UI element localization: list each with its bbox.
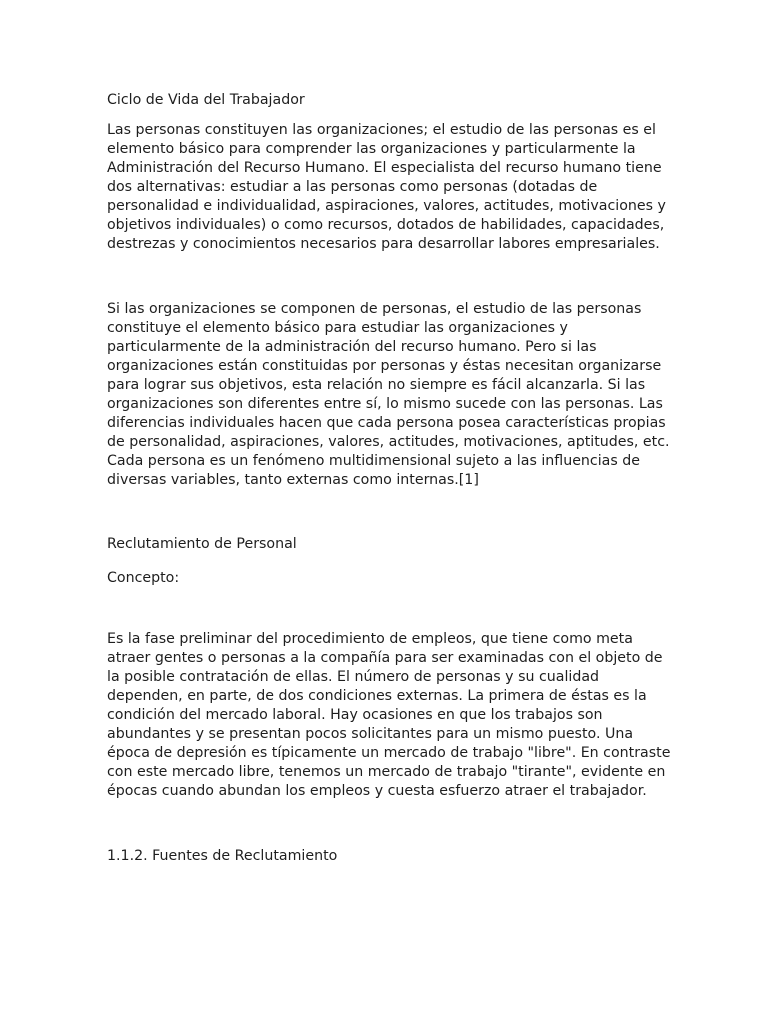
paragraph-line: particularmente de la administración del recurso humano. Pero si las xyxy=(107,339,597,355)
paragraph-line: Es la fase preliminar del procedimiento de empleos, que tiene como meta xyxy=(107,631,633,647)
document-title: Ciclo de Vida del Trabajador xyxy=(107,92,305,108)
paragraph-line: destrezas y conocimientos necesarios para desarrollar labores empresariales. xyxy=(107,236,660,252)
paragraph-line: con este mercado libre, tenemos un mercado de trabajo "tirante", evidente en xyxy=(107,764,666,780)
paragraph-life-cycle xyxy=(107,121,666,254)
paragraph-concept xyxy=(107,630,670,801)
paragraph-line: época de depresión es típicamente un mercado de trabajo "libre". En contraste xyxy=(107,745,671,761)
paragraph-line: objetivos individuales) o como recursos, dotados de habilidades, capacidades, xyxy=(107,217,665,233)
paragraph-line: diferencias individuales hacen que cada persona posea características propias xyxy=(107,415,666,431)
heading-sources: 1.1.2. Fuentes de Reclutamiento xyxy=(107,848,338,864)
paragraph-line: Si las organizaciones se componen de personas, el estudio de las personas xyxy=(107,301,642,317)
paragraph-line: abundantes y se presentan pocos solicitantes para un mismo puesto. Una xyxy=(107,726,634,742)
paragraph-line: organizaciones están constituidas por personas y éstas necesitan organizarse xyxy=(107,358,662,374)
paragraph-line: épocas cuando abundan los empleos y cuesta esfuerzo atraer el trabajador. xyxy=(107,783,647,799)
paragraph-line: personalidad e individualidad, aspiraciones, valores, actitudes, motivaciones y xyxy=(107,198,666,214)
paragraph-line: diversas variables, tanto externas como internas.[1] xyxy=(107,472,479,488)
paragraph-line: de personalidad, aspiraciones, valores, actitudes, motivaciones, aptitudes, etc. xyxy=(107,434,670,450)
paragraph-line: Cada persona es un fenómeno multidimensional sujeto a las influencias de xyxy=(107,453,640,469)
paragraph-organizations xyxy=(107,300,670,490)
paragraph-line: constituye el elemento básico para estudiar las organizaciones y xyxy=(107,320,568,336)
paragraph-line: la posible contratación de ellas. El número de personas y su cualidad xyxy=(107,669,600,685)
paragraph-line: elemento básico para comprender las organizaciones y particularmente la xyxy=(107,141,636,157)
paragraph-line: para lograr sus objetivos, esta relación no siempre es fácil alcanzarla. Si las xyxy=(107,377,646,393)
paragraph-line: dependen, en parte, de dos condiciones externas. La primera de éstas es la xyxy=(107,688,647,704)
heading-concept: Concepto: xyxy=(107,570,180,586)
paragraph-line: Las personas constituyen las organizaciones; el estudio de las personas es el xyxy=(107,122,656,138)
paragraph-line: condición del mercado laboral. Hay ocasiones en que los trabajos son xyxy=(107,707,603,723)
paragraph-line: organizaciones son diferentes entre sí, lo mismo sucede con las personas. Las xyxy=(107,396,663,412)
paragraph-line: atraer gentes o personas a la compañía para ser examinadas con el objeto de xyxy=(107,650,663,666)
paragraph-line: Administración del Recurso Humano. El especialista del recurso humano tiene xyxy=(107,160,662,176)
paragraph-line: dos alternativas: estudiar a las personas como personas (dotadas de xyxy=(107,179,598,195)
heading-recruitment: Reclutamiento de Personal xyxy=(107,536,297,552)
